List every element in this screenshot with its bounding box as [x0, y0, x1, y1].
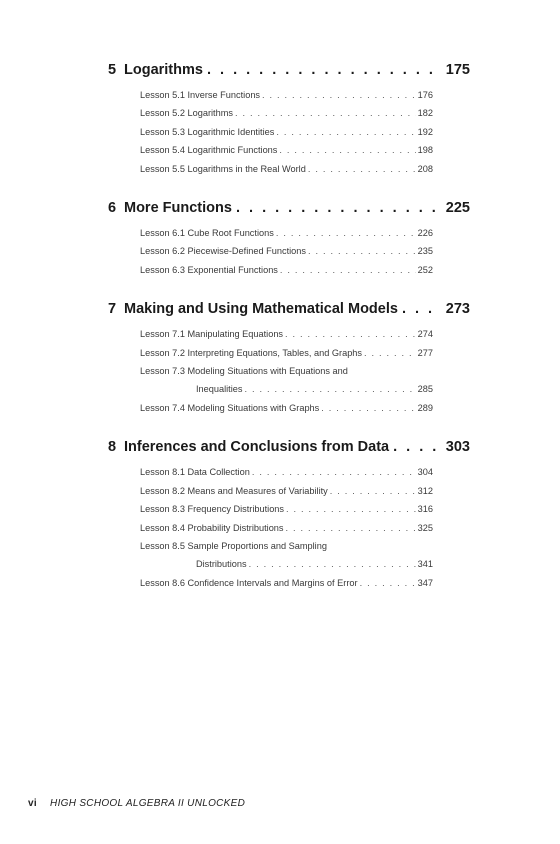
lesson-entry[interactable] — [140, 104, 433, 122]
lesson-title: Lesson 7.1 Manipulating Equations — [140, 329, 284, 340]
lesson-title: Lesson 6.3 Exponential Functions — [140, 264, 278, 275]
footer-book-title: HIGH SCHOOL ALGEBRA II UNLOCKED — [50, 798, 246, 809]
lesson-title: Lesson 7.3 Modeling Situations with Equations and — [140, 366, 348, 377]
lesson-entry[interactable] — [140, 224, 433, 242]
lesson-page-number: 252 — [417, 264, 433, 275]
dot-leader — [286, 519, 416, 537]
chapter-page-number: 273 — [445, 301, 470, 318]
dot-leader — [330, 482, 416, 500]
chapter-page-number: 303 — [445, 439, 470, 456]
dot-leader — [207, 60, 442, 80]
dot-leader — [402, 299, 442, 319]
lesson-page-number: 289 — [417, 402, 433, 413]
dot-leader — [280, 261, 416, 279]
lesson-page-number: 325 — [417, 522, 433, 533]
table-of-contents — [108, 60, 470, 612]
lesson-title-continuation: Distributions — [196, 559, 247, 570]
dot-leader — [249, 555, 416, 573]
dot-leader — [286, 500, 416, 518]
lesson-title: Lesson 8.3 Frequency Distributions — [140, 504, 285, 515]
lesson-entry[interactable] — [140, 261, 433, 279]
lesson-entry[interactable] — [140, 519, 433, 537]
lesson-entry[interactable] — [140, 141, 433, 159]
chapter-page-number: 225 — [445, 200, 470, 217]
lesson-title: Lesson 8.6 Confidence Intervals and Margins of Error — [140, 577, 358, 588]
lesson-entry[interactable] — [140, 399, 433, 417]
dot-leader — [308, 242, 416, 260]
dot-leader — [276, 224, 416, 242]
lesson-page-number: 347 — [417, 577, 433, 588]
dot-leader — [321, 399, 415, 417]
lesson-list — [108, 224, 433, 279]
chapter-heading[interactable] — [108, 60, 470, 80]
lesson-page-number: 208 — [417, 163, 433, 174]
lesson-page-number: 285 — [417, 384, 433, 395]
lesson-entry[interactable] — [140, 482, 433, 500]
lesson-title: Lesson 5.1 Inverse Functions — [140, 90, 261, 100]
lesson-entry[interactable] — [140, 537, 433, 574]
lesson-title: Lesson 6.1 Cube Root Functions — [140, 228, 274, 239]
lesson-page-number: 341 — [417, 559, 433, 570]
chapter-entry — [108, 437, 470, 592]
dot-leader — [360, 574, 416, 592]
lesson-page-number: 192 — [417, 126, 433, 137]
chapter-number: 7 — [108, 301, 117, 318]
lesson-entry[interactable] — [140, 574, 433, 592]
lesson-entry[interactable] — [140, 86, 433, 104]
chapter-title: Inferences and Conclusions from Data — [124, 439, 390, 456]
lesson-entry[interactable] — [140, 500, 433, 518]
lesson-title: Lesson 8.2 Means and Measures of Variability — [140, 485, 328, 496]
lesson-list — [108, 463, 433, 592]
dot-leader — [244, 380, 415, 398]
lesson-page-number: 274 — [417, 329, 433, 340]
lesson-entry[interactable] — [140, 325, 433, 343]
chapter-entry — [108, 198, 470, 279]
lesson-title: Lesson 8.1 Data Collection — [140, 467, 250, 478]
lesson-page-number: 226 — [417, 228, 433, 239]
chapter-entry — [108, 60, 470, 178]
lesson-entry[interactable] — [140, 242, 433, 260]
chapter-title: Making and Using Mathematical Models — [124, 301, 398, 318]
lesson-page-number: 277 — [417, 347, 433, 358]
lesson-title: Lesson 6.2 Piecewise-Defined Functions — [140, 246, 306, 257]
lesson-page-number: 304 — [417, 467, 433, 478]
lesson-page-number: 198 — [417, 145, 433, 156]
chapter-number: 5 — [108, 62, 117, 78]
dot-leader — [285, 325, 416, 343]
lesson-page-number: 312 — [417, 485, 433, 496]
chapter-heading[interactable] — [108, 198, 470, 218]
lesson-title: Lesson 7.4 Modeling Situations with Graphs — [140, 402, 320, 413]
page-footer — [28, 798, 245, 809]
chapter-heading[interactable] — [108, 437, 470, 457]
lesson-title: Lesson 5.5 Logarithms in the Real World — [140, 163, 306, 174]
lesson-page-number: 182 — [417, 108, 433, 119]
dot-leader — [276, 123, 415, 141]
lesson-list — [108, 325, 433, 417]
lesson-entry[interactable] — [140, 123, 433, 141]
lesson-title-continuation: Inequalities — [196, 384, 243, 395]
dot-leader — [262, 86, 416, 104]
dot-leader — [236, 198, 442, 218]
chapter-heading[interactable] — [108, 299, 470, 319]
dot-leader — [364, 344, 416, 362]
lesson-page-number: 316 — [417, 504, 433, 515]
lesson-title: Lesson 8.5 Sample Proportions and Sampling — [140, 540, 327, 551]
lesson-entry[interactable] — [140, 344, 433, 362]
lesson-page-number: 176 — [417, 90, 433, 100]
chapter-number: 8 — [108, 439, 117, 456]
dot-leader — [279, 141, 415, 159]
dot-leader — [308, 160, 416, 178]
lesson-entry[interactable] — [140, 362, 433, 399]
chapter-title: Logarithms — [124, 62, 203, 78]
chapter-title: More Functions — [124, 200, 232, 217]
lesson-title: Lesson 5.4 Logarithmic Functions — [140, 145, 278, 156]
lesson-title: Lesson 8.4 Probability Distributions — [140, 522, 284, 533]
chapter-number: 6 — [108, 200, 117, 217]
chapter-page-number: 175 — [445, 62, 470, 78]
lesson-title: Lesson 5.2 Logarithms — [140, 108, 233, 119]
lesson-title: Lesson 5.3 Logarithmic Identities — [140, 126, 275, 137]
lesson-list — [108, 86, 433, 178]
lesson-page-number: 235 — [417, 246, 433, 257]
dot-leader — [393, 437, 442, 457]
lesson-entry[interactable] — [140, 160, 433, 178]
lesson-entry[interactable] — [140, 463, 433, 481]
dot-leader — [235, 104, 416, 122]
lesson-title: Lesson 7.2 Interpreting Equations, Tables, and Graphs — [140, 347, 363, 358]
footer-page-number: vi — [28, 798, 37, 809]
dot-leader — [252, 463, 416, 481]
chapter-entry — [108, 299, 470, 417]
